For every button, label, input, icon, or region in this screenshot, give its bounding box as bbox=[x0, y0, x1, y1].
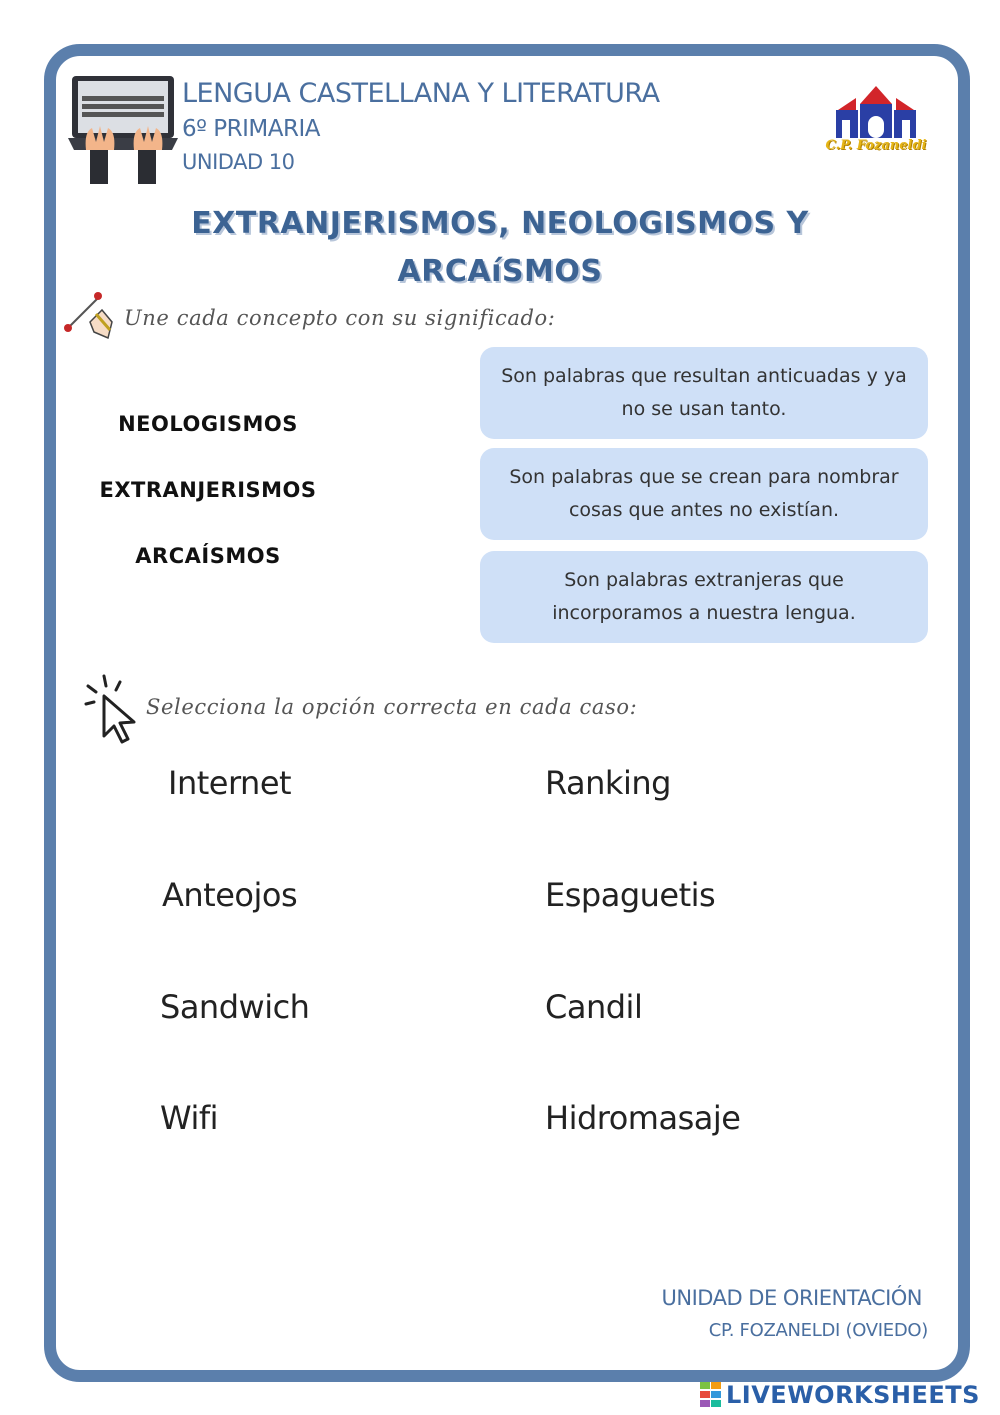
option-word[interactable]: Internet bbox=[168, 764, 292, 802]
option-word[interactable]: Wifi bbox=[160, 1099, 218, 1137]
matching-pen-icon bbox=[62, 290, 122, 346]
worksheet-title-line2: ARCAíSMOS bbox=[397, 254, 603, 289]
concept-arcaismos[interactable]: ARCAÍSMOS bbox=[135, 544, 281, 568]
definition-box-1[interactable] bbox=[480, 347, 928, 439]
definition-text: Son palabras que resultan anticuadas y ya no se usan tanto. bbox=[501, 365, 907, 420]
matching-instruction: Une cada concepto con su significado: bbox=[124, 306, 556, 330]
liveworksheets-brand: LIVEWORKSHEETS bbox=[726, 1381, 980, 1409]
laptop-typing-icon bbox=[68, 72, 178, 184]
worksheet-title-line1: EXTRANJERISMOS, NEOLOGISMOS Y bbox=[191, 206, 809, 241]
concept-extranjerismos[interactable]: EXTRANJERISMOS bbox=[99, 478, 317, 502]
school-name: C.P. Fozaneldi bbox=[825, 138, 927, 153]
option-word[interactable]: Hidromasaje bbox=[545, 1099, 741, 1137]
option-word[interactable]: Ranking bbox=[545, 764, 671, 802]
option-word[interactable]: Anteojos bbox=[162, 876, 298, 914]
definition-text: Son palabras extranjeras que incorporamos a nuestra lengua. bbox=[552, 569, 856, 624]
selection-instruction: Selecciona la opción correcta en cada caso: bbox=[146, 695, 638, 719]
liveworksheets-watermark[interactable] bbox=[700, 1380, 980, 1410]
definition-text: Son palabras que se crean para nombrar cosas que antes no existían. bbox=[509, 466, 899, 521]
unit-heading: UNIDAD 10 bbox=[182, 150, 295, 174]
footer-school: CP. FOZANELDI (OVIEDO) bbox=[708, 1320, 928, 1341]
liveworksheets-logo-icon bbox=[700, 1382, 722, 1408]
option-word[interactable]: Espaguetis bbox=[545, 876, 716, 914]
option-word[interactable]: Sandwich bbox=[160, 988, 310, 1026]
option-word[interactable]: Candil bbox=[545, 988, 643, 1026]
definition-box-2[interactable] bbox=[480, 448, 928, 540]
click-cursor-icon bbox=[82, 672, 142, 744]
subject-heading: LENGUA CASTELLANA Y LITERATURA bbox=[182, 78, 660, 109]
definition-box-3[interactable] bbox=[480, 551, 928, 643]
concept-neologismos[interactable]: NEOLOGISMOS bbox=[118, 412, 298, 436]
grade-heading: 6º PRIMARIA bbox=[182, 116, 320, 142]
footer-unit: UNIDAD DE ORIENTACIÓN bbox=[661, 1286, 922, 1310]
